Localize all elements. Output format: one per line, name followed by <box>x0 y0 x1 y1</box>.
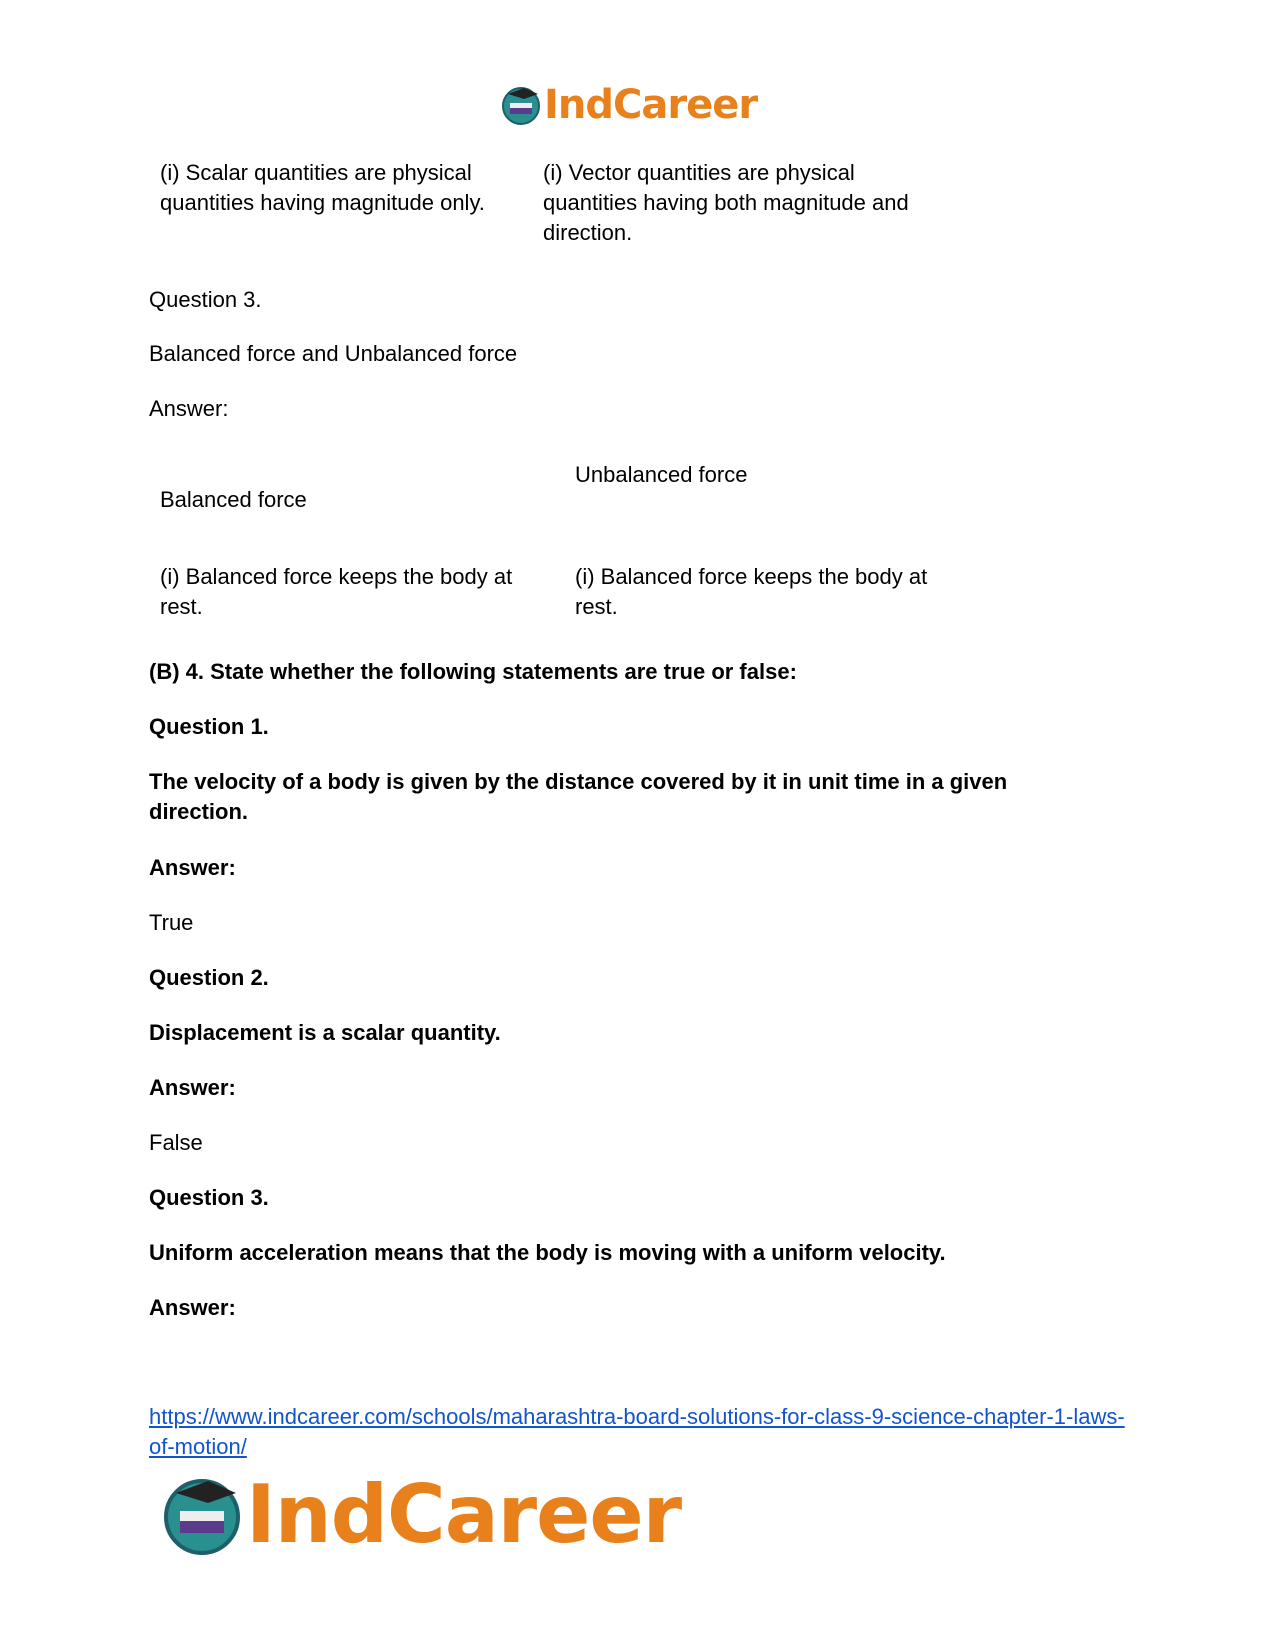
b4-q1-text: The velocity of a body is given by the distance covered by it in unit time in a given direction. <box>149 769 1008 824</box>
globe-cap-icon <box>160 1473 244 1557</box>
b4-q1-label: Question 1. <box>149 714 269 739</box>
header-logo-text: IndCareer <box>544 82 758 128</box>
b4-q1-answer: True <box>149 910 194 935</box>
b4-q2-label: Question 2. <box>149 965 269 990</box>
q3-answer-label: Answer: <box>149 396 229 421</box>
footer-logo <box>160 1468 681 1561</box>
footer-logo-text: IndCareer <box>246 1468 682 1561</box>
scalar-cell: (i) Scalar quantities are physical quantities having magnitude only. <box>160 160 485 215</box>
header-logo <box>500 82 757 128</box>
balanced-header-cell: Balanced force <box>160 487 307 512</box>
b4-q3-text: Uniform acceleration means that the body is moving with a uniform velocity. <box>149 1240 946 1265</box>
b4-q2-answer-label: Answer: <box>149 1075 236 1100</box>
footer-url-link[interactable]: https://www.indcareer.com/schools/maharashtra-board-solutions-for-class-9-science-chapter-1-laws-of-motion/ <box>149 1404 1125 1459</box>
q3-label: Question 3. <box>149 287 262 312</box>
section-b4-heading: (B) 4. State whether the following statements are true or false: <box>149 659 797 684</box>
unbalanced-row-cell: (i) Balanced force keeps the body at rest. <box>575 564 928 619</box>
vector-cell: (i) Vector quantities are physical quantities having both magnitude and direction. <box>543 160 909 245</box>
b4-q3-label: Question 3. <box>149 1185 269 1210</box>
b4-q2-text: Displacement is a scalar quantity. <box>149 1020 501 1045</box>
b4-q1-answer-label: Answer: <box>149 855 236 880</box>
globe-cap-icon <box>500 84 542 126</box>
b4-q2-answer: False <box>149 1130 203 1155</box>
balanced-row-cell: (i) Balanced force keeps the body at rest. <box>160 564 513 619</box>
b4-q3-answer-label: Answer: <box>149 1295 236 1320</box>
unbalanced-header-cell: Unbalanced force <box>575 462 748 487</box>
q3-text: Balanced force and Unbalanced force <box>149 341 518 366</box>
